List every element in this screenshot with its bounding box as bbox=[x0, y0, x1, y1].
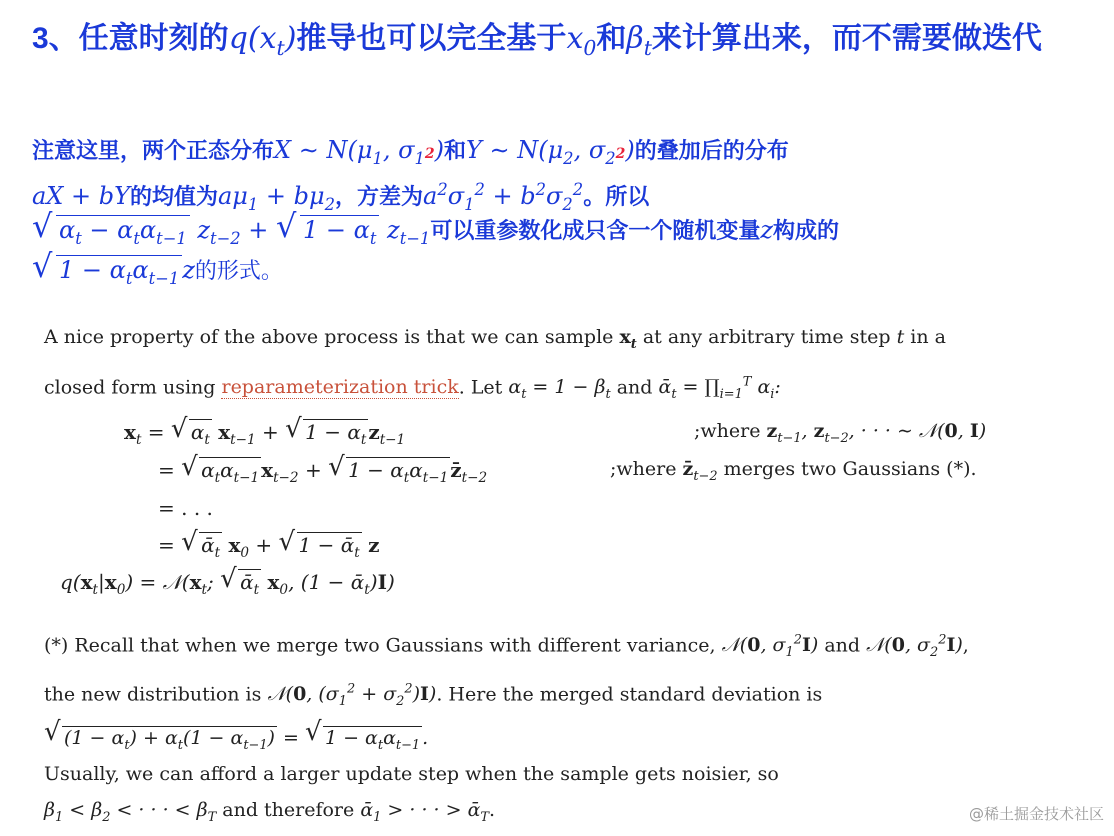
heading-text-2: 推导也可以完全基于 bbox=[296, 22, 567, 55]
equation-line-1: $x_t$ = √ $\alpha_t$ $x_{t-1}$ + √ $1 - \alpha_t$ $z_{t-1}$ bbox=[124, 414, 406, 448]
math-sqrt-z: √ $1 - \alpha_t\alpha_{t-1}$ z bbox=[32, 247, 195, 288]
note-text: 的形式。 bbox=[194, 258, 283, 283]
para-text: at any arbitrary time step bbox=[642, 326, 891, 348]
para-text: A nice property of the above process is that we can sample bbox=[44, 326, 614, 348]
note-text: ，方差为 bbox=[335, 184, 424, 209]
math-q-xt: $q(x_t)$ bbox=[228, 21, 297, 60]
note-text: 构成的 bbox=[772, 218, 839, 243]
note-text: 的均值为 bbox=[129, 184, 218, 209]
equation-line-4: = √ ᾱ$_t$ $x_0$ + √ 1 − ᾱ$_t$ z bbox=[158, 527, 380, 561]
math-gauss-1: 𝒩(0, $\sigma_1^2I$) bbox=[721, 633, 819, 661]
para-text: and bbox=[616, 376, 653, 399]
equation-where-2: ;where $z̄_{t-2}$ merges two Gaussians (*). bbox=[610, 458, 977, 484]
math-beta-order: $\beta_1 < \beta_2$ < · · · < $\beta_T$ bbox=[44, 799, 217, 825]
note-line-3 bbox=[32, 207, 1082, 250]
equation-line-3: = . . . bbox=[158, 496, 213, 520]
reparameterization-link[interactable]: reparameterization trick bbox=[221, 376, 459, 399]
equation-line-2: = √ $\alpha_t\alpha_{t-1}$ $x_{t-2}$ + √ $1 - \alpha_t\alpha_{t-1}$ $z̄_{t-2}$ bbox=[158, 452, 488, 486]
math-z: z bbox=[760, 216, 773, 244]
heading-text-3: 和 bbox=[596, 22, 627, 55]
math-merged-std: √ $(1 - \alpha_t) + \alpha_t(1 - \alpha_{t-1})$ = √ $1 - \alpha_t\alpha_{t-1}$ . bbox=[44, 717, 429, 754]
math-alpha-def: $\alpha_t = 1 - \beta_t$ bbox=[508, 376, 611, 402]
paragraph-recall: (*) Recall that when we merge two Gaussians with different variance, 𝒩(0, $\sigma_1^2I$) and 𝒩(0, $\sigma_2^2I$), the new distribution is 𝒩(0, $(\sigma_1^2 + \sigma_2^2)I$). Here the merged standard deviation is √ $(1 - \alpha_t) + \alpha_t(1 - \alpha_{t-1})$ = √ $1 - \alpha_t\alpha_{t-1}$ . bbox=[44, 633, 969, 754]
note-text: 注意这里，两个正态分布 bbox=[32, 138, 275, 163]
math-gauss-merged: 𝒩(0, $(\sigma_1^2 + \sigma_2^2)I$) bbox=[267, 682, 437, 710]
math-aX-bY: aX + bY bbox=[32, 182, 130, 210]
math-variance: $a^2\sigma_1^2 + b^2\sigma_2^2$ bbox=[423, 180, 584, 214]
equation-line-5: $q(x_t|x_0)$ = $𝒩(x_t$; √ ᾱ$_t$ $x_0$, (1 − ᾱ$_t$)I) bbox=[60, 564, 395, 598]
math-mean: $a\mu_1 + b\mu_2$ bbox=[217, 182, 335, 214]
math-alphabar-def: ᾱ$_t$ = $\prod_{i=1}^T$ $\alpha_i$: bbox=[658, 374, 781, 402]
watermark: @稀土掘金技术社区 bbox=[968, 805, 1104, 823]
para-text: the new distribution is bbox=[44, 683, 262, 706]
para-text: and therefore bbox=[222, 799, 355, 821]
where-text: merges two Gaussians (*). bbox=[723, 458, 977, 480]
heading-text-1: 3、任意时刻的 bbox=[32, 22, 229, 55]
math-Y-dist: Y ∼ $N(\mu_2$, $\sigma_22$) bbox=[466, 136, 635, 168]
para-text: and bbox=[824, 634, 861, 657]
section-heading bbox=[32, 20, 1082, 67]
math-x0: $x_0$ bbox=[566, 21, 597, 60]
math-alphabar-order: ᾱ$_1$ > · · · > ᾱ$_T$ bbox=[360, 799, 490, 825]
paragraph-usually: Usually, we can afford a larger update step when the sample gets noisier, so $\beta_1 < \beta_2$ < · · · < $\beta_T$ and therefore ᾱ$_1$ > · · · > ᾱ$_T$. bbox=[44, 763, 779, 825]
para-text: in a bbox=[910, 326, 946, 348]
math-X-dist: X ∼ $N(\mu_1$, $\sigma_12$) bbox=[274, 136, 444, 168]
para-text: (*) Recall that when we merge two Gaussians with different variance, bbox=[44, 634, 716, 657]
math-xt: $x_t$ bbox=[619, 326, 637, 352]
note-block bbox=[32, 130, 1082, 290]
para-text: . Let bbox=[458, 376, 503, 399]
para-text: . Here the merged standard deviation is bbox=[436, 683, 823, 706]
note-line-2 bbox=[32, 170, 1082, 214]
note-text: 的叠加后的分布 bbox=[634, 138, 789, 163]
note-text: 可以重参数化成只含一个随机变量 bbox=[430, 218, 761, 243]
where-label: ;where bbox=[694, 420, 761, 442]
equation-where-1: ;where $z_{t-1}$, $z_{t-2}$, · · · ∼ 𝒩(0, I) bbox=[694, 420, 987, 446]
heading-text-4: 来计算出来，而不需要做迭代 bbox=[651, 22, 1042, 55]
note-text: 。所以 bbox=[583, 184, 650, 209]
paragraph-intro bbox=[44, 318, 1074, 414]
math-beta-t: $\beta_t$ bbox=[626, 21, 652, 60]
para-text: Usually, we can afford a larger update step when the sample gets noisier, so bbox=[44, 763, 779, 785]
where-label: ;where bbox=[610, 458, 677, 480]
math-sqrt-expr: √ $\alpha_t - \alpha_t\alpha_{t-1}$ $z_{t-2}$ + √ $1 - \alpha_t$ $z_{t-1}$ bbox=[32, 207, 431, 248]
math-gauss-2: 𝒩(0, $\sigma_2^2I$) bbox=[866, 633, 963, 661]
para-text: closed form using bbox=[44, 376, 216, 399]
note-line-1 bbox=[32, 130, 1082, 170]
math-t: t bbox=[896, 326, 905, 348]
note-text: 和 bbox=[443, 138, 466, 163]
